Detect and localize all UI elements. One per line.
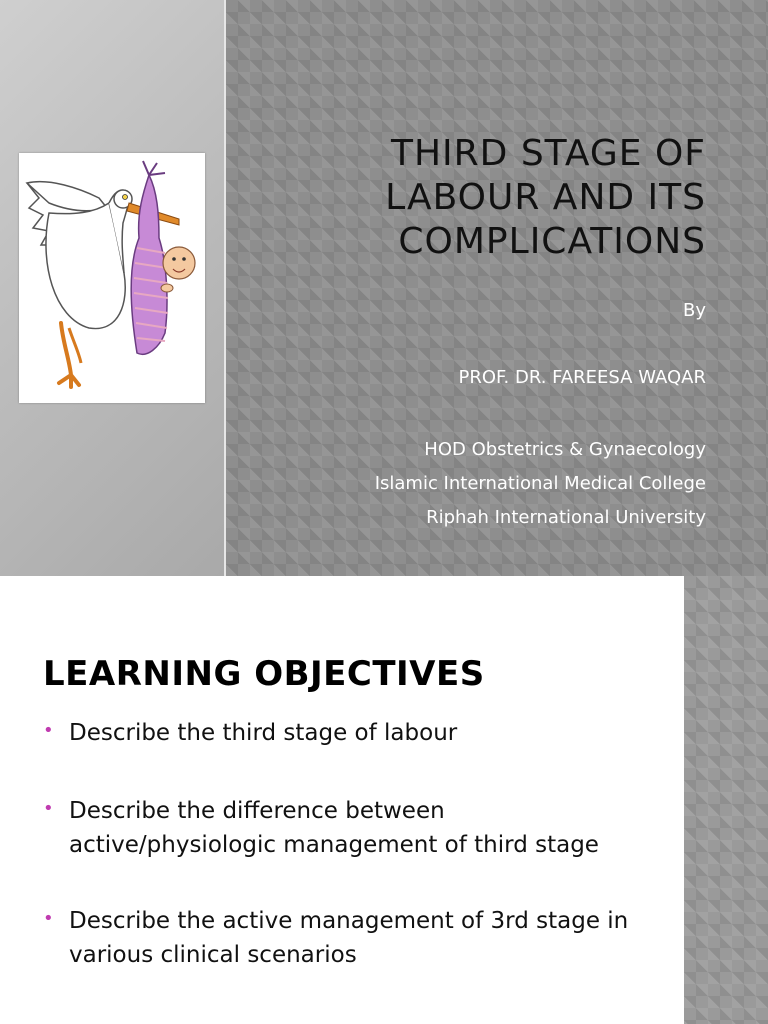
list-item — [43, 716, 643, 750]
bullet-icon: • — [43, 720, 54, 741]
bullet-icon: • — [43, 908, 54, 929]
objectives-slide — [0, 576, 768, 1024]
objective-text: Describe the third stage of labour — [69, 720, 458, 746]
bullet-icon: • — [43, 798, 54, 819]
decorative-strip — [684, 576, 768, 1024]
affiliation-line: Riphah International University — [426, 507, 706, 528]
objectives-list — [43, 716, 643, 1016]
affiliation-block — [286, 433, 706, 535]
stork-delivering-baby-icon — [19, 153, 205, 403]
list-item — [43, 904, 643, 972]
affiliation-line: Islamic International Medical College — [374, 473, 706, 494]
list-item — [43, 794, 643, 862]
presentation-title: THIRD STAGE OF LABOUR AND ITS COMPLICATIONS — [385, 133, 706, 262]
affiliation-line: HOD Obstetrics & Gynaecology — [424, 439, 706, 460]
objective-text: Describe the difference between active/physiologic management of third stage — [69, 798, 599, 858]
presenter-name: PROF. DR. FAREESA WAQAR — [458, 367, 706, 388]
stork-baby-clipart — [19, 153, 205, 403]
objective-text: Describe the active management of 3rd stage in various clinical scenarios — [69, 908, 629, 968]
objectives-heading: LEARNING OBJECTIVES — [43, 654, 485, 694]
by-label: By — [682, 300, 706, 321]
